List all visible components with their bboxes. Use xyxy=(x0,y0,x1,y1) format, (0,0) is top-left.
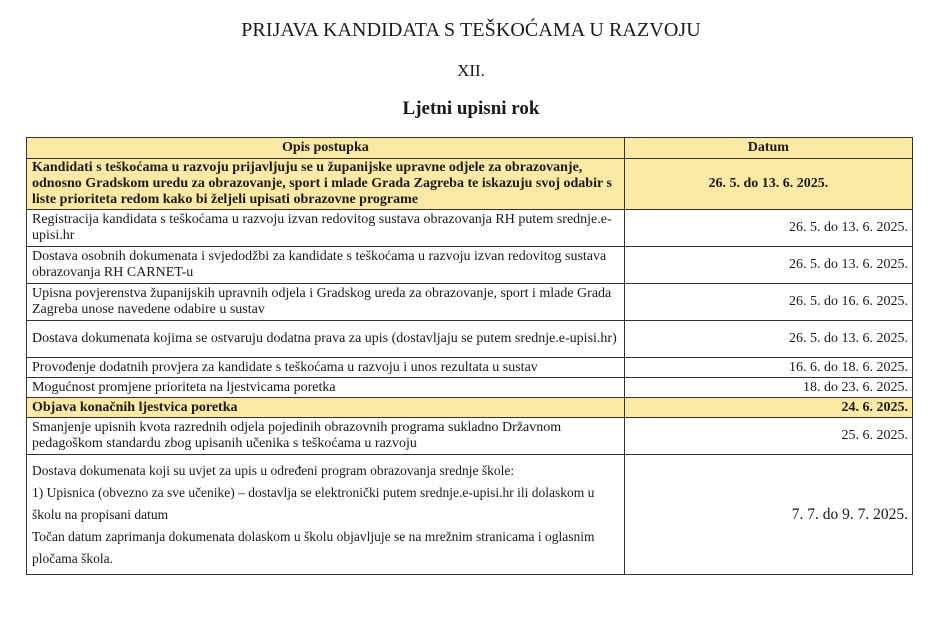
document-title: PRIJAVA KANDIDATA S TEŠKOĆAMA U RAZVOJU xyxy=(241,19,701,41)
row-description: Objava konačnih ljestvica poretka xyxy=(27,398,625,418)
document-subtitle: Ljetni upisni rok xyxy=(402,98,540,119)
row-date: 26. 5. do 16. 6. 2025. xyxy=(624,284,912,321)
row-description: Smanjenje upisnih kvota razrednih odjela pojedinih obrazovnih programa sukladno Državnom pedagoškom standardu zbog upisanih učenika s teškoćama u razvoju xyxy=(27,418,625,455)
row-description: Kandidati s teškoćama u razvoju prijavljuju se u županijske upravne odjele za obrazovanje, odnosno Gradskom uredu za obrazovanje, sport i mlade Grada Zagreba te iskazuju svoj odabir s liste prioriteta redom kako bi željeli upisati obrazovne programe xyxy=(27,159,625,210)
schedule-table xyxy=(26,137,913,575)
row-description: Upisna povjerenstva županijskih upravnih odjela i Gradskog ureda za obrazovanje, sport i mlade Grada Zagreba unose navedene odabire u sustav xyxy=(27,284,625,321)
header-date: Datum xyxy=(624,138,912,159)
row-date: 18. do 23. 6. 2025. xyxy=(624,378,912,398)
table-row xyxy=(27,210,913,247)
table-row xyxy=(27,378,913,398)
row-date: 26. 5. do 13. 6. 2025. xyxy=(624,321,912,358)
row-date: 26. 5. do 13. 6. 2025. xyxy=(624,247,912,284)
table-row xyxy=(27,321,913,358)
paragraph: Točan datum zaprimanja dokumenata dolaskom u školu objavljuje se na mrežnim stranicama i oglasnim pločama škola. xyxy=(32,528,595,566)
table-row xyxy=(27,159,913,210)
table-header-row xyxy=(27,138,913,159)
section-number: XII. xyxy=(457,61,485,80)
header-description: Opis postupka xyxy=(27,138,625,159)
row-description: Dostava osobnih dokumenata i svjedodžbi za kandidate s teškoćama u razvoju izvan redovitog sustava obrazovanja RH CARNET-u xyxy=(27,247,625,284)
row-date: 7. 7. do 9. 7. 2025. xyxy=(624,455,912,575)
table-row xyxy=(27,418,913,455)
row-date: 25. 6. 2025. xyxy=(624,418,912,455)
table-row xyxy=(27,284,913,321)
row-date: 26. 5. do 13. 6. 2025. xyxy=(624,210,912,247)
paragraph: 1) Upisnica (obvezno za sve učenike) – dostavlja se elektronički putem srednje.e-upisi.hr ili dolaskom u školu na propisani datum xyxy=(32,484,595,522)
row-date: 16. 6. do 18. 6. 2025. xyxy=(624,358,912,378)
table-row xyxy=(27,358,913,378)
table-row xyxy=(27,247,913,284)
table-row xyxy=(27,455,913,575)
row-description: Mogućnost promjene prioriteta na ljestvicama poretka xyxy=(27,378,625,398)
row-date: 24. 6. 2025. xyxy=(624,398,912,418)
row-description: Provođenje dodatnih provjera za kandidate s teškoćama u razvoju i unos rezultata u sustav xyxy=(27,358,625,378)
row-description xyxy=(27,455,625,575)
row-description: Registracija kandidata s teškoćama u razvoju izvan redovitog sustava obrazovanja RH putem srednje.e-upisi.hr xyxy=(27,210,625,247)
row-description: Dostava dokumenata kojima se ostvaruju dodatna prava za upis (dostavljaju se putem srednje.e-upisi.hr) xyxy=(27,321,625,358)
table-row-highlighted xyxy=(27,398,913,418)
row-date: 26. 5. do 13. 6. 2025. xyxy=(624,159,912,210)
paragraph: Dostava dokumenata koji su uvjet za upis u određeni program obrazovanja srednje škole: xyxy=(32,462,515,478)
